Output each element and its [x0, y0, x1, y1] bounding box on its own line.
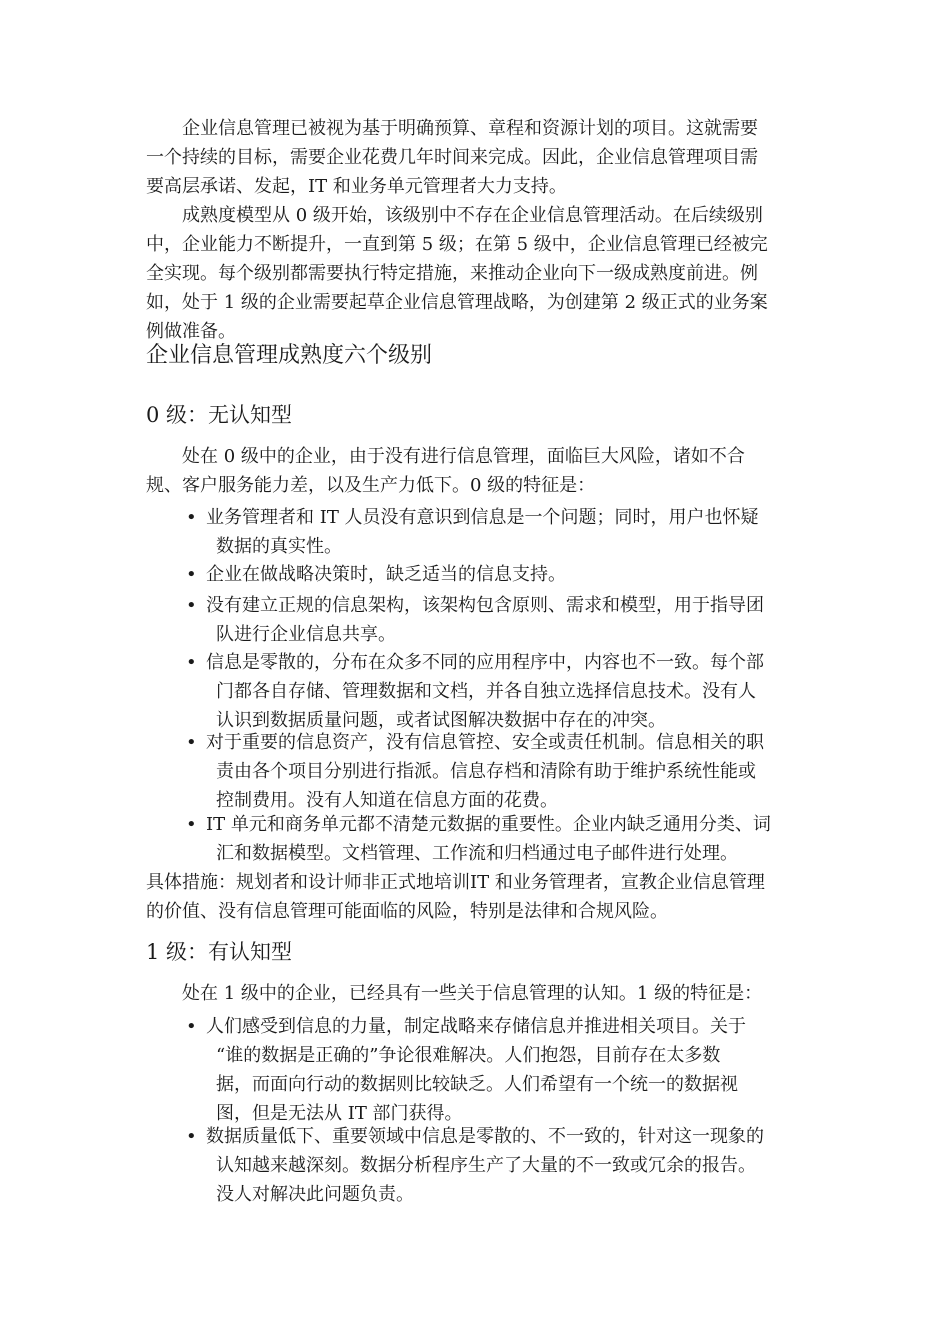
level-0-bullet-item [186, 560, 826, 589]
intro-paragraph-1: 企业信息管理已被视为基于明确预算、章程和资源计划的项目。这就需要 一个持续的目标，需要企业花费几年时间来完成。因此，企业信息管理项目需 要高层承诺、发起，IT 和业务单元管理者大力支持。 [146, 118, 758, 197]
level-0-bullet-item [186, 648, 826, 735]
bullet-text: 没有建立正规的信息架构，该架构包含原则、需求和模型，用于指导团 队进行企业信息共享。 [206, 595, 764, 645]
level-0-bullet-item [186, 810, 826, 868]
level-0-bullet-item [186, 503, 826, 561]
bullet-text: 业务管理者和 IT 人员没有意识到信息是一个问题；同时，用户也怀疑 数据的真实性。 [206, 507, 759, 557]
level-1-bullet-item [186, 1012, 826, 1128]
level-0-measures: 具体措施：规划者和设计师非正式地培训IT 和业务管理者，宣教企业信息管理 的价值、没有信息管理可能面临的风险，特别是法律和合规风险。 [146, 872, 765, 922]
bullet-text: 对于重要的信息资产，没有信息管控、安全或责任机制。信息相关的职 责由各个项目分别进行指派。信息存档和清除有助于维护系统性能或 控制费用。没有人知道在信息方面的花费。 [206, 732, 764, 811]
bullet-dot: • [186, 814, 197, 835]
bullet-text: 人们感受到信息的力量，制定战略来存储信息并推进相关项目。关于 “谁的数据是正确的”争论很难解决。人们抱怨，目前存在太多数 据，而面向行动的数据则比较缺乏。人们希望有一个统一的数据视 图，但是无法从 IT 部门获得。 [206, 1016, 746, 1124]
section-heading: 企业信息管理成熟度六个级别 [146, 343, 433, 368]
bullet-text: 企业在做战略决策时，缺乏适当的信息支持。 [206, 564, 566, 585]
bullet-text: 数据质量低下、重要领域中信息是零散的、不一致的，针对这一现象的 认知越来越深刻。数据分析程序生产了大量的不一致或冗余的报告。 没人对解决此问题负责。 [206, 1126, 764, 1205]
level-1-intro: 处在 1 级中的企业，已经具有一些关于信息管理的认知。1 级的特征是： [182, 983, 763, 1004]
intro-paragraph-2: 成熟度模型从 0 级开始，该级别中不存在企业信息管理活动。在后续级别 中，企业能力不断提升，一直到第 5 级；在第 5 级中，企业信息管理已经被完 全实现。每个级别都需要执行特定措施，来推动企业向下一级成熟度前进。例 如，处于 1 级的企业需要起草企业信息管理战略，为创建第 2 级正式的业务案 例做准备。 [146, 205, 768, 342]
level-0-heading: 0 级：无认知型 [146, 403, 293, 427]
bullet-dot: • [186, 564, 197, 585]
bullet-dot: • [186, 1126, 197, 1147]
bullet-dot: • [186, 1016, 197, 1037]
bullet-dot: • [186, 595, 197, 616]
bullet-dot: • [186, 507, 197, 528]
bullet-text: IT 单元和商务单元都不清楚元数据的重要性。企业内缺乏通用分类、词 汇和数据模型。文档管理、工作流和归档通过电子邮件进行处理。 [206, 814, 771, 864]
level-0-bullet-item [186, 728, 826, 815]
level-1-bullet-item [186, 1122, 826, 1209]
level-0-intro: 处在 0 级中的企业，由于没有进行信息管理，面临巨大风险，诸如不合 规、客户服务能力差，以及生产力低下。0 级的特征是： [146, 446, 745, 496]
bullet-text: 信息是零散的，分布在众多不同的应用程序中，内容也不一致。每个部 门都各自存储、管理数据和文档，并各自独立选择信息技术。没有人 认识到数据质量问题，或者试图解决数据中存在的冲突。 [206, 652, 764, 731]
bullet-dot: • [186, 652, 197, 673]
bullet-dot: • [186, 732, 197, 753]
level-1-heading: 1 级：有认知型 [146, 940, 293, 964]
level-0-bullet-item [186, 591, 826, 649]
